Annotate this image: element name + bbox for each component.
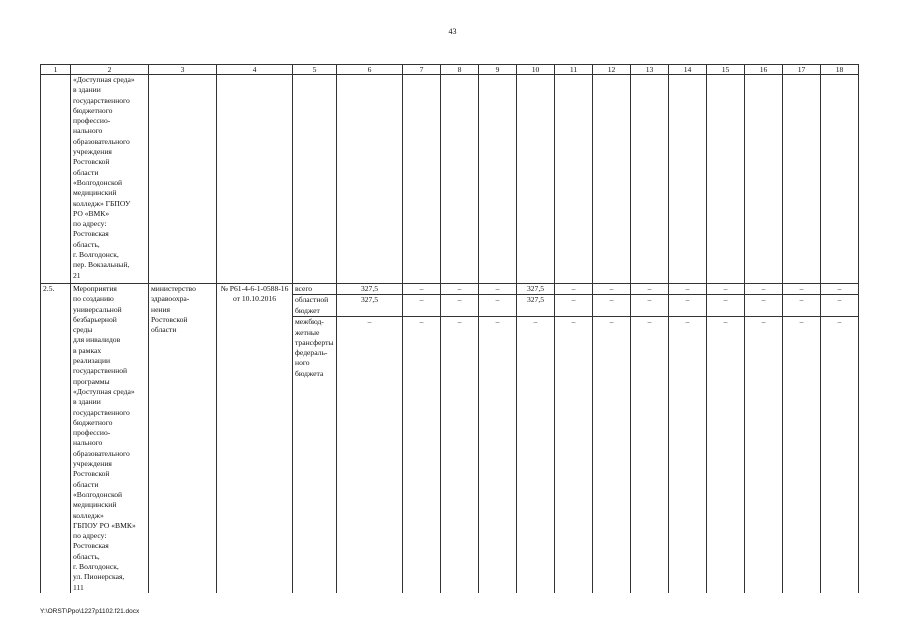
value-cell: – [669,317,707,593]
header-cell: 1 [41,65,71,75]
value-cell: – [555,317,593,593]
value-cell: – [783,317,821,593]
funding-source: областной бюджет [295,295,329,315]
value-cell: – [441,284,479,295]
value-cell: – [821,317,859,593]
value-cell: – [403,295,441,317]
header-cell: 8 [441,65,479,75]
budget-table [40,64,859,593]
header-cell: 15 [707,65,745,75]
header-cell: 7 [403,65,441,75]
header-cell: 6 [337,65,403,75]
value-cell: – [707,284,745,295]
value-cell: – [745,317,783,593]
file-path-footer: Y:\ORST\Ppo\1227p1102.f21.docx [40,608,140,615]
value-cell: – [669,284,707,295]
header-cell: 9 [479,65,517,75]
value-cell: 327,5 [517,295,555,317]
value-cell: – [403,284,441,295]
header-cell: 18 [821,65,859,75]
table-row [41,284,859,295]
header-cell: 2 [71,65,149,75]
executor: министерство здравоохра- нения Ростовской области [151,284,196,335]
value-cell: – [479,295,517,317]
header-cell: 12 [593,65,631,75]
value-cell: – [555,284,593,295]
header-row [41,65,859,75]
header-cell: 11 [555,65,593,75]
value-cell: – [441,295,479,317]
value-cell: – [745,284,783,295]
value-cell: – [707,317,745,593]
funding-source: всего [295,284,313,293]
value-cell: – [821,284,859,295]
header-cell: 3 [149,65,217,75]
value-cell: – [783,284,821,295]
value-cell: – [479,284,517,295]
value-cell: – [555,295,593,317]
value-cell: – [479,317,517,593]
value-cell: – [593,317,631,593]
value-cell: – [631,317,669,593]
value-cell: – [631,284,669,295]
value-cell: – [669,295,707,317]
activity-title: Мероприятия по созданию универсальной безбарьерной среды для инвалидов в рамках реализации государственной программы «Доступная среда» в здании государственного бюджетного профессио- нального образовательного учреждения Ростовской области «Волгодонской медицинский колледж» ГБПОУ РО «ВМК» по адресу: Ростовская область, г. Волгодонск, ул. Пионерская, 111 [73,284,136,592]
contract-code: № Р61-4-6-1-0588-16 от 10.10.2016 [217,284,293,593]
header-cell: 13 [631,65,669,75]
value-cell: – [821,295,859,317]
funding-source: межбюд- жетные трансферты федераль- ного бюджета [295,317,334,378]
value-cell: 327,5 [337,284,403,295]
continued-row [41,75,859,284]
header-cell: 5 [293,65,337,75]
value-cell: – [403,317,441,593]
value-cell: – [745,295,783,317]
header-cell: 16 [745,65,783,75]
value-cell: – [707,295,745,317]
value-cell: 327,5 [517,284,555,295]
page-number: 43 [448,27,457,36]
value-cell: – [517,317,555,593]
header-cell: 10 [517,65,555,75]
value-cell: – [783,295,821,317]
value-cell: – [593,295,631,317]
value-cell: – [337,317,403,593]
continued-title: «Доступная среда» в здании государственного бюджетного профессио- нального образовательного учреждения Ростовской области «Волгодонской медицинский колледж» ГБПОУ РО «ВМК» по адресу: Ростовская область, г. Волгодонск, пер. Вокзальный, 21 [73,75,135,280]
header-cell: 17 [783,65,821,75]
header-cell: 14 [669,65,707,75]
value-cell: 327,5 [337,295,403,317]
row-number: 2.5. [41,284,71,593]
value-cell: – [593,284,631,295]
value-cell: – [631,295,669,317]
header-cell: 4 [217,65,293,75]
value-cell: – [441,317,479,593]
